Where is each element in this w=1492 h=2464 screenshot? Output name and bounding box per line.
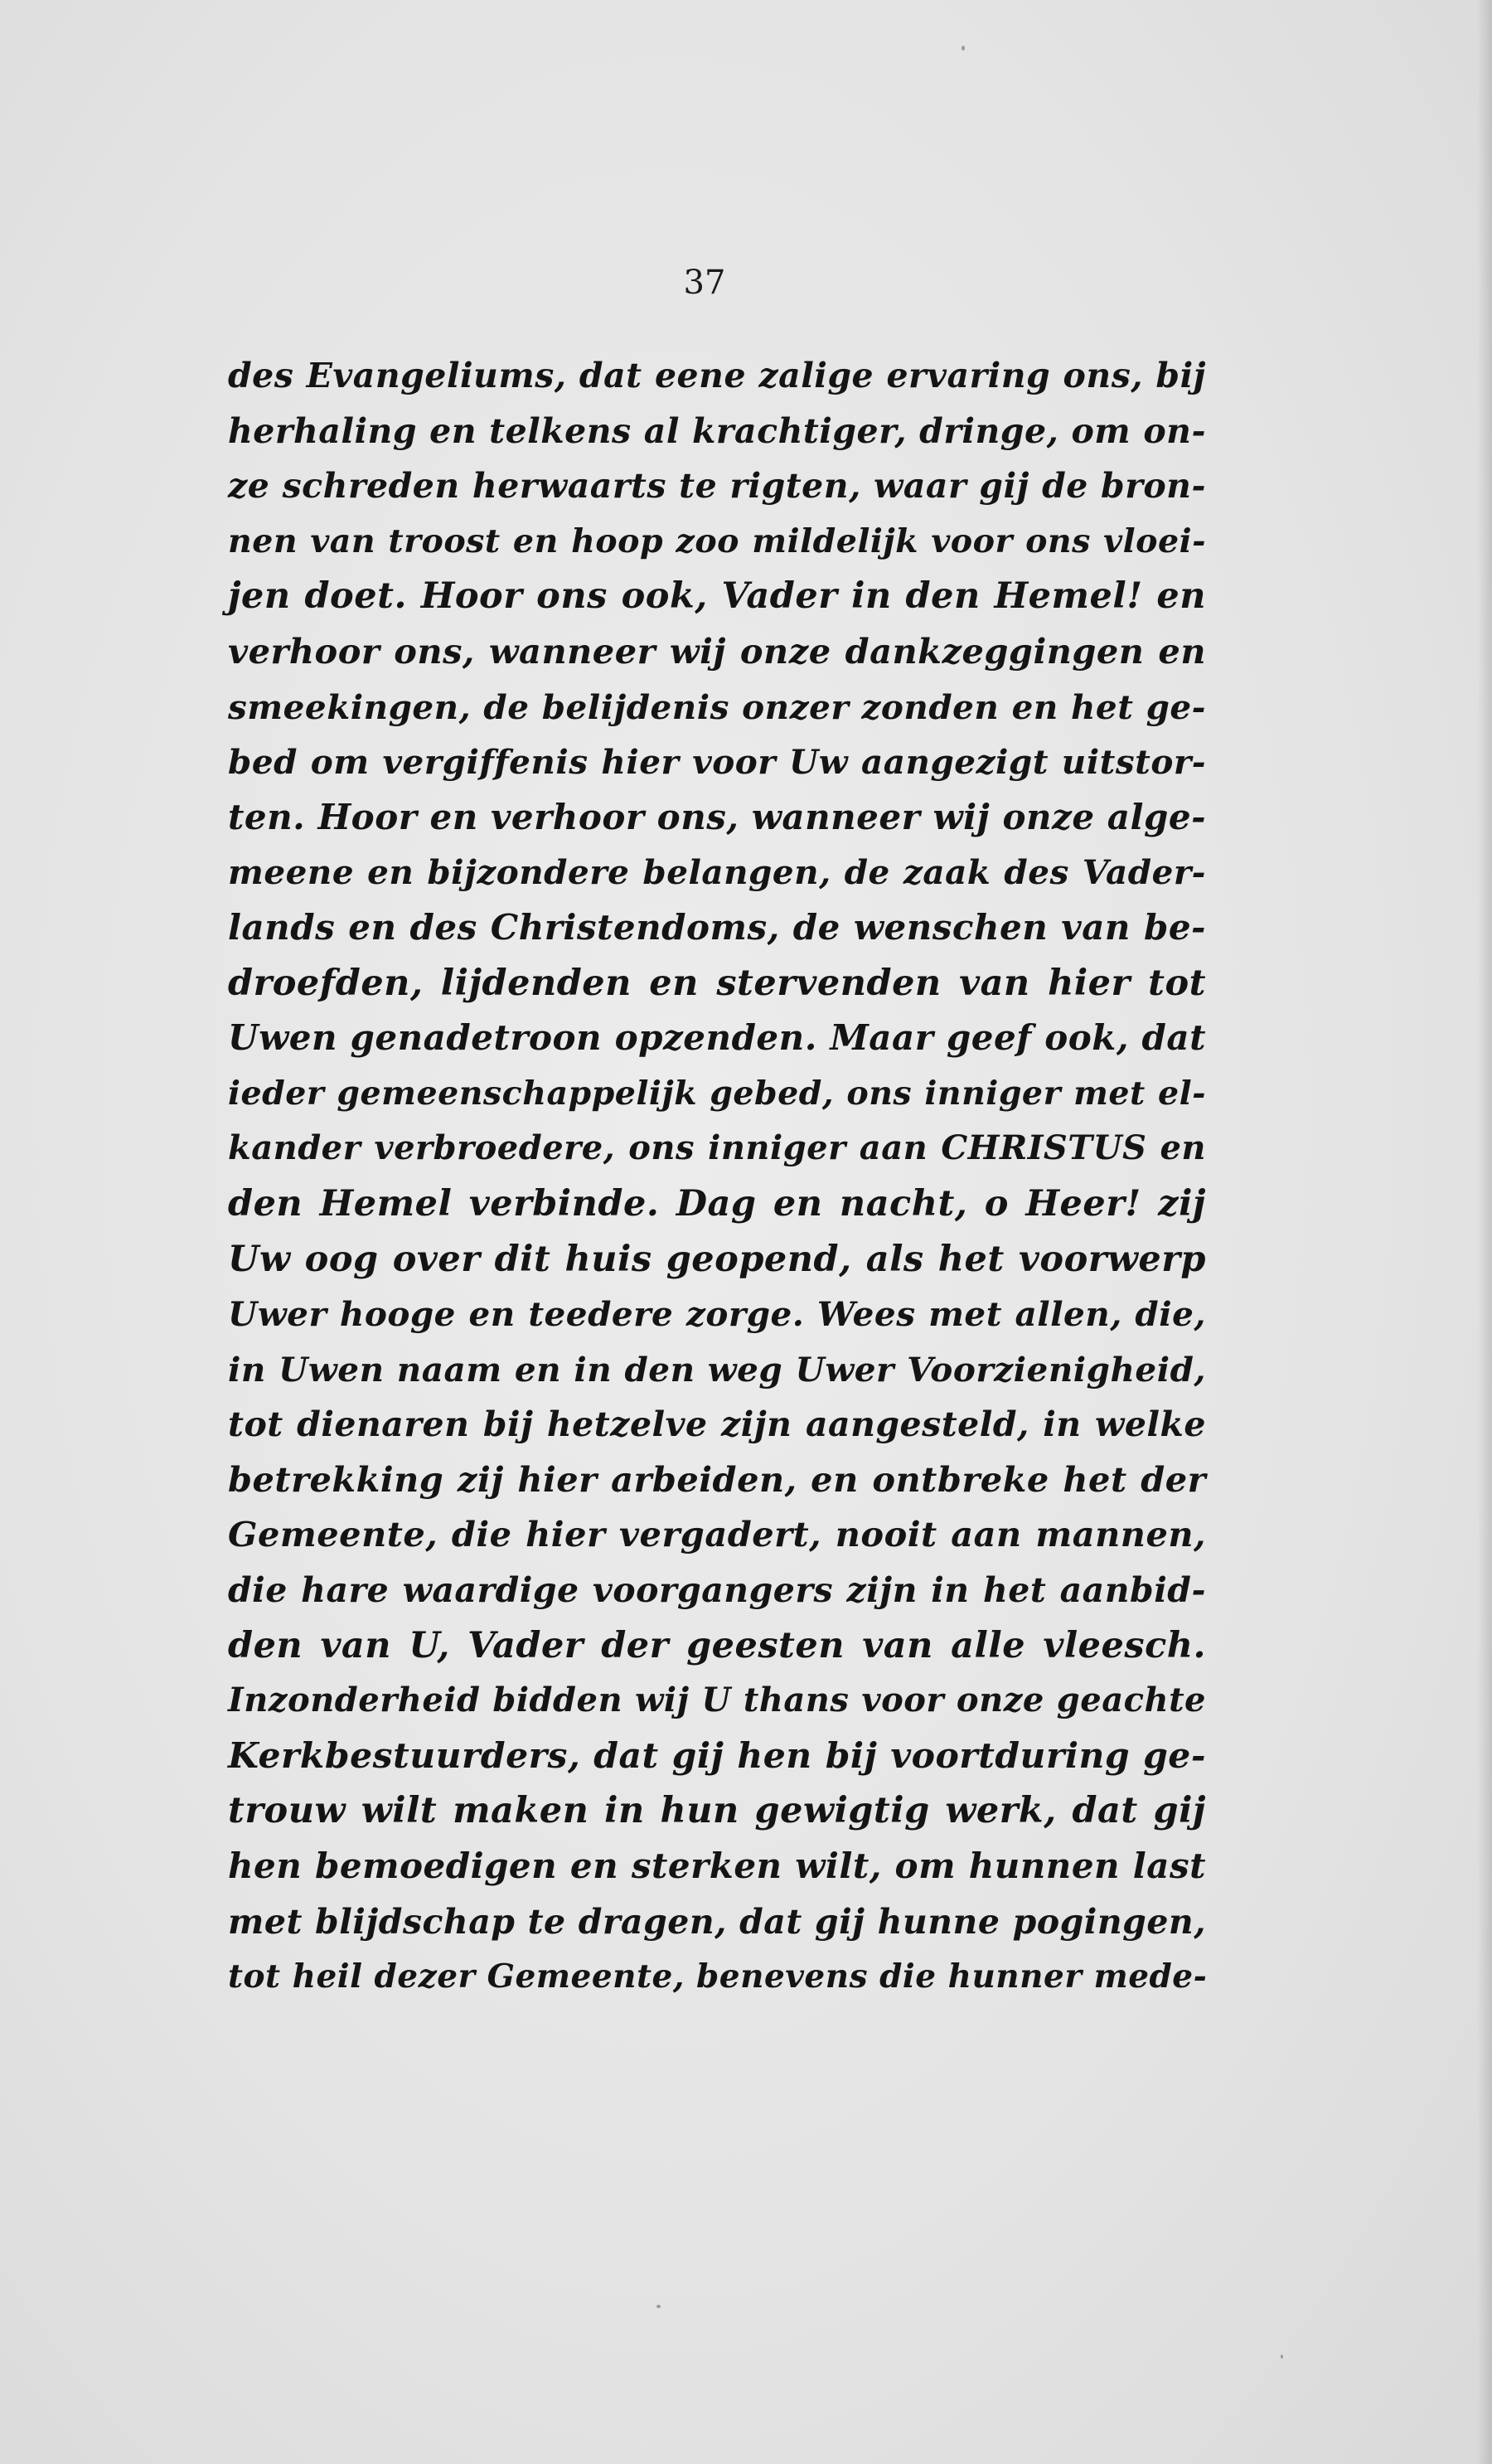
page-edge-shadow (1477, 0, 1492, 2464)
text-line: droefden, lijdenden en stervenden van hier tot (228, 962, 1206, 1004)
text-line: den van U, Vader der geesten van alle vleesch. (228, 1624, 1206, 1666)
text-line: ze schreden herwaarts te rigten, waar gij de bron- (228, 466, 1206, 507)
text-line: ieder gemeenschappelijk gebed, ons inniger met el- (228, 1074, 1206, 1113)
body-text (228, 348, 1206, 2005)
text-line: tot dienaren bij hetzelve zijn aangesteld, in welke (228, 1404, 1206, 1445)
text-line: tot heil dezer Gemeente, benevens die hunner mede- (228, 1957, 1208, 1996)
text-line: smeekingen, de belijdenis onzer zonden en het ge- (228, 686, 1206, 727)
text-line: Uw oog over dit huis geopend, als het voorwerp (228, 1238, 1206, 1280)
paper-speck (1281, 2355, 1283, 2359)
text-line: trouw wilt maken in hun gewigtig werk, dat gij (228, 1790, 1206, 1832)
text-line: den Hemel verbinde. Dag en nacht, o Heer! zij (228, 1182, 1206, 1225)
text-line: kander verbroedere, ons inniger aan CHRISTUS en (228, 1128, 1206, 1168)
paper-speck (962, 46, 965, 51)
text-line: meene en bijzondere belangen, de zaak des Vader- (228, 852, 1206, 893)
text-line: Uwen genadetroon opzenden. Maar geef ook, dat (228, 1017, 1206, 1059)
text-line: herhaling en telkens al krachtiger, dringe, om on- (228, 410, 1206, 451)
text-line: in Uwen naam en in den weg Uwer Voorzienigheid, (228, 1349, 1206, 1390)
text-line: betrekking zij hier arbeiden, en ontbreke het der (228, 1458, 1206, 1500)
text-line: lands en des Christendoms, de wenschen van be- (228, 906, 1206, 948)
text-line: Kerkbestuurders, dat gij hen bij voortduring ge- (228, 1734, 1206, 1777)
text-line: die hare waardige voorgangers zijn in het aanbid- (228, 1570, 1206, 1611)
paper-speck (656, 2305, 661, 2308)
text-line: Inzonderheid bidden wij U thans voor onze geachte (228, 1681, 1206, 1720)
text-line: verhoor ons, wanneer wij onze dankzeggingen en (228, 630, 1206, 672)
text-line: jen doet. Hoor ons ook, Vader in den Hemel! en (228, 575, 1206, 618)
text-line: Uwer hooge en teedere zorge. Wees met allen, die, (228, 1294, 1206, 1335)
text-line: des Evangeliums, dat eene zalige ervaring ons, bij (228, 356, 1206, 395)
text-line: nen van troost en hoop zoo mildelijk voor ons vloei- (228, 521, 1206, 560)
text-line: ten. Hoor en verhoor ons, wanneer wij onze alge- (228, 796, 1206, 837)
page-number: 37 (683, 264, 726, 302)
text-line: Gemeente, die hier vergadert, nooit aan mannen, (228, 1514, 1206, 1555)
text-line: hen bemoedigen en sterken wilt, om hunnen last (228, 1846, 1206, 1887)
text-line: met blijdschap te dragen, dat gij hunne pogingen, (228, 1901, 1206, 1942)
text-line: bed om vergiffenis hier voor Uw aangezigt uitstor- (228, 742, 1206, 783)
